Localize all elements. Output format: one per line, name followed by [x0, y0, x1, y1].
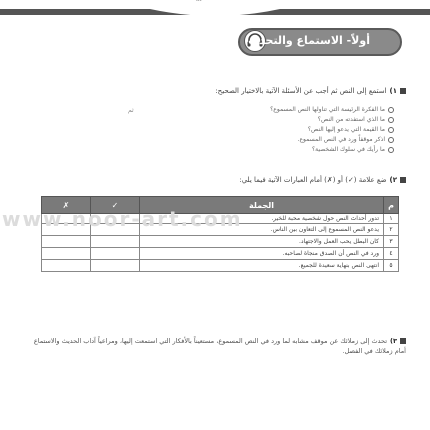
question-3-number: ٣)	[390, 337, 397, 345]
bullet-icon	[388, 127, 394, 133]
option-text: ما الفكرة الرئيسة التي تناولها النص المسموع؟	[270, 106, 385, 113]
section-title: أولاً- الاستماع والتحدث	[248, 34, 370, 47]
question-1-text: استمع إلى النص ثم أجب عن الأسئلة الآتية بالاختيار الصحيح:	[215, 87, 387, 95]
cross-answer-cell[interactable]	[42, 248, 91, 260]
check-answer-cell[interactable]	[91, 214, 140, 224]
col-number-header: م	[384, 197, 399, 214]
bullet-icon	[388, 117, 394, 123]
row-number: ١	[384, 214, 399, 224]
cross-answer-cell[interactable]	[42, 224, 91, 236]
row-number: ٢	[384, 224, 399, 236]
table-row	[42, 248, 399, 260]
question-1-option	[312, 146, 394, 153]
row-sentence: انتهى النص بنهاية سعيدة للجميع.	[140, 260, 384, 272]
check-answer-cell[interactable]	[91, 236, 140, 248]
table-row	[42, 214, 399, 224]
option-text: ما القيمة التي يدعو إليها النص؟	[307, 126, 385, 133]
question-2	[239, 176, 406, 184]
option-text: ما الذي استفدته من النص؟	[317, 116, 385, 123]
table-row	[42, 224, 399, 236]
cross-answer-cell[interactable]	[42, 260, 91, 272]
question-3	[26, 336, 406, 356]
question-1-option	[298, 136, 394, 143]
table-row	[42, 260, 399, 272]
question-marker-icon	[400, 338, 406, 344]
question-1	[215, 87, 406, 95]
row-number: ٣	[384, 236, 399, 248]
row-number: ٤	[384, 248, 399, 260]
question-marker-icon	[400, 88, 406, 94]
bullet-icon	[388, 147, 394, 153]
row-sentence: تدور أحداث النص حول شخصية محبة للخير.	[140, 214, 384, 224]
check-answer-cell[interactable]	[91, 224, 140, 236]
question-1-option	[270, 106, 394, 113]
option-text: اذكر موقفاً ورد في النص المسموع.	[297, 136, 385, 143]
question-1-option	[318, 116, 394, 123]
check-answer-cell[interactable]	[91, 248, 140, 260]
bullet-icon	[388, 107, 394, 113]
check-answer-cell[interactable]	[91, 260, 140, 272]
question-2-number: ٢)	[389, 176, 397, 184]
table-row	[42, 236, 399, 248]
question-2-text: ضع علامة (✓) أو (✗) أمام العبارات الآتية فيما يلي:	[239, 176, 387, 184]
col-check-header: ✓	[91, 197, 140, 214]
section-header-badge	[238, 28, 402, 56]
top-banner-shape	[0, 9, 430, 15]
site-watermark: www.noor-art.com	[2, 207, 243, 231]
question-marker-icon	[400, 177, 406, 183]
bullet-icon	[388, 137, 394, 143]
row-sentence: ورد في النص أن الصدق منجاة لصاحبه.	[140, 248, 384, 260]
col-cross-header: ✗	[42, 197, 91, 214]
question-1-number: ١)	[389, 87, 397, 95]
header-fragment	[196, 0, 202, 3]
col-sentence-header: الجملة	[140, 197, 384, 214]
cross-answer-cell[interactable]	[42, 236, 91, 248]
top-banner-strip	[0, 0, 430, 6]
stray-word: ثم	[128, 107, 134, 114]
true-false-table	[41, 196, 399, 272]
row-sentence: يدعو النص المسموع إلى التعاون بين الناس.	[140, 224, 384, 236]
row-sentence: كان البطل يحب العمل والاجتهاد.	[140, 236, 384, 248]
row-number: ٥	[384, 260, 399, 272]
question-1-option	[308, 126, 394, 133]
option-text: ما رأيك في سلوك الشخصية؟	[311, 146, 385, 153]
question-3-text: تحدث إلى زملائك عن موقف مشابه لما ورد في النص المسموع، مستعيناً بالأفكار التي استمعت إليها، ومراعياً آداب الحديث والاستماع أمام زملائك في الفصل.	[33, 337, 406, 355]
cross-answer-cell[interactable]	[42, 214, 91, 224]
table-header-row	[42, 197, 399, 214]
